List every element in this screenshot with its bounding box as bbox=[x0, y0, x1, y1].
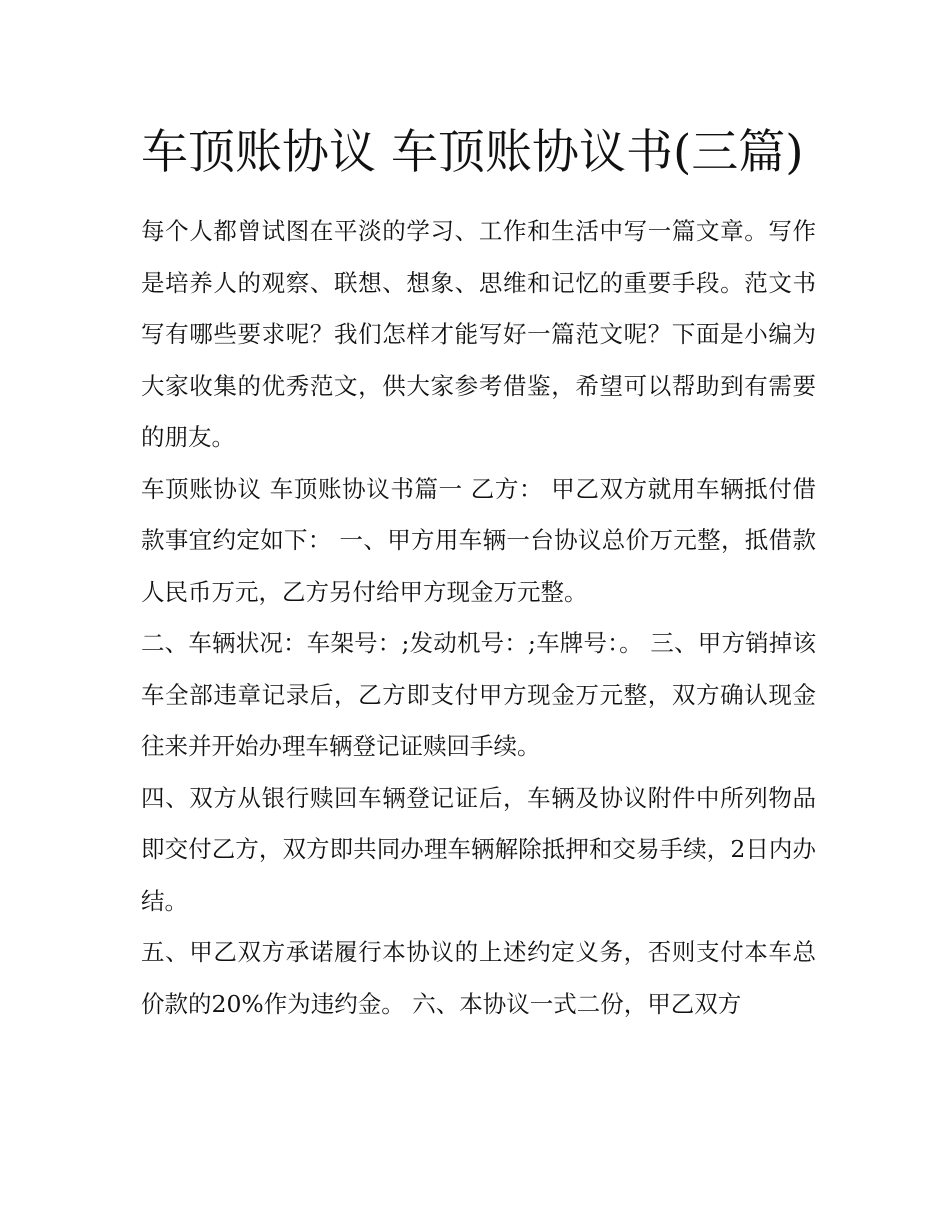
agreement-paragraph-4: 五、甲乙双方承诺履行本协议的上述约定义务，否则支付本车总价款的20%作为违约金。 六、本协议一式二份，甲乙双方 bbox=[141, 938, 816, 1018]
intro-paragraph: 每个人都曾试图在平淡的学习、工作和生活中写一篇文章。写作是培养人的观察、联想、想象、思维和记忆的重要手段。范文书写有哪些要求呢？我们怎样才能写好一篇范文呢？下面是小编为大家收集的优秀范文，供大家参考借鉴，希望可以帮助到有需要的朋友。 bbox=[141, 217, 816, 451]
agreement-paragraph-1: 车顶账协议 车顶账协议书篇一 乙方： 甲乙双方就用车辆抵付借款事宜约定如下： 一、甲方用车辆一台协议总价万元整，抵借款人民币万元，乙方另付给甲方现金万元整。 bbox=[141, 474, 816, 606]
document-page bbox=[141, 112, 816, 1030]
agreement-paragraph-2: 二、车辆状况：车架号：;发动机号：;车牌号：。 三、甲方销掉该车全部违章记录后，乙方即支付甲方现金万元整，双方确认现金往来并开始办理车辆登记证赎回手续。 bbox=[141, 629, 816, 760]
agreement-paragraph-3: 四、双方从银行赎回车辆登记证后，车辆及协议附件中所列物品即交付乙方，双方即共同办理车辆解除抵押和交易手续，2日内办结。 bbox=[141, 783, 816, 915]
document-title: 车顶账协议 车顶账协议书(三篇) bbox=[141, 125, 804, 180]
